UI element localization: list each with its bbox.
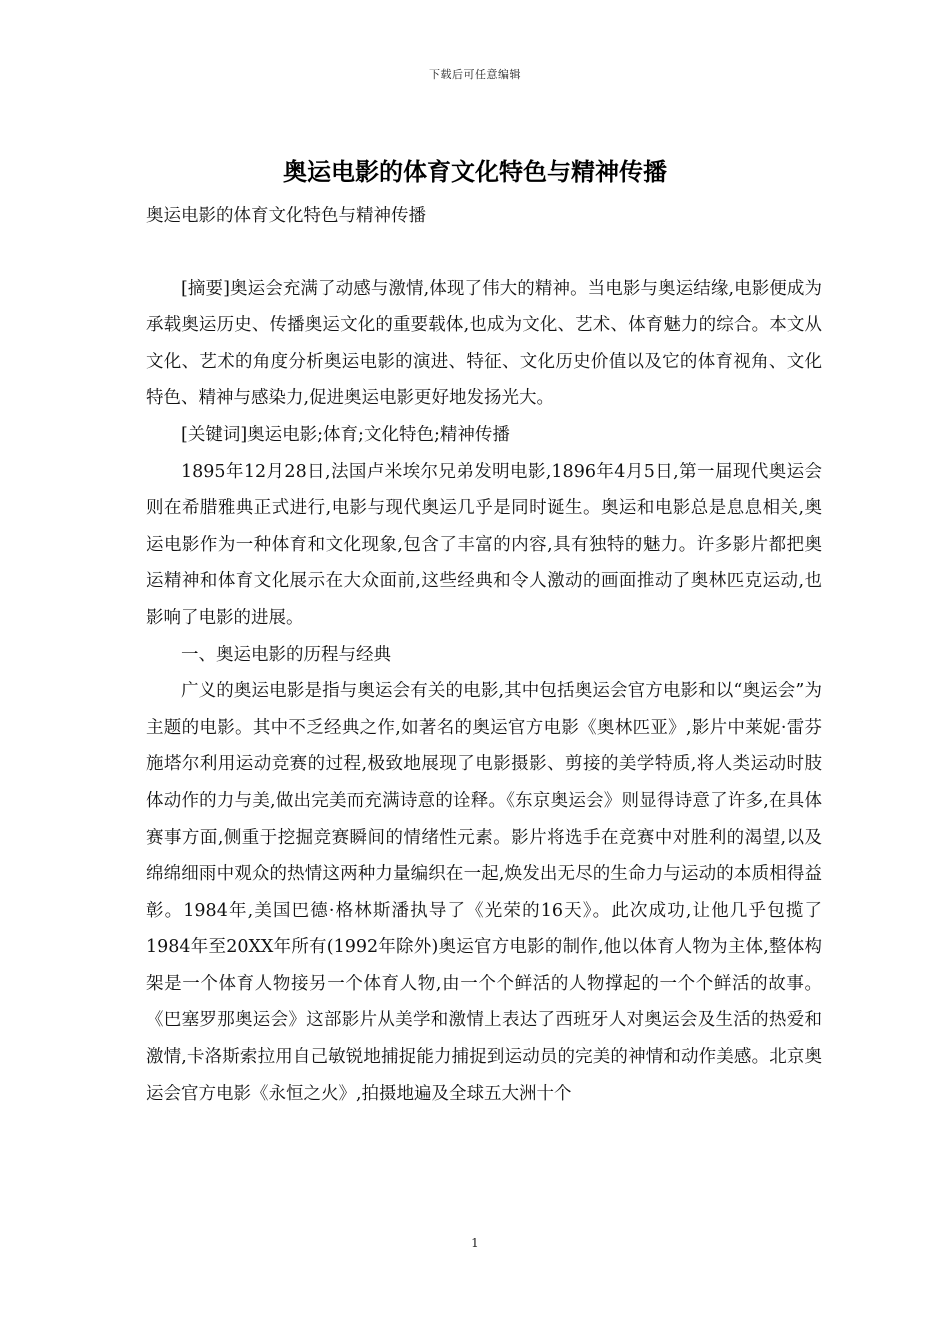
- document-subtitle: 奥运电影的体育文化特色与精神传播: [146, 206, 426, 226]
- document-title: 奥运电影的体育文化特色与精神传播: [283, 158, 667, 186]
- body-paragraph-intro: 1895年12月28日,法国卢米埃尔兄弟发明电影,1896年4月5日,第一届现代奥运会则在希腊雅典正式进行,电影与现代奥运几乎是同时诞生。奥运和电影总是息息相关,奥运电影作为一种体育和文化现象,包含了丰富的内容,具有独特的魅力。许多影片都把奥运精神和体育文化展示在大众面前,这些经典和令人激动的画面推动了奥林匹克运动,也影响了电影的进展。: [146, 461, 822, 628]
- abstract-paragraph: [摘要]奥运会充满了动感与激情,体现了伟大的精神。当电影与奥运结缘,电影便成为承载奥运历史、传播奥运文化的重要载体,也成为文化、艺术、体育魅力的综合。本文从文化、艺术的角度分析奥运电影的演进、特征、文化历史价值以及它的体育视角、文化特色、精神与感染力,促进奥运电影更好地发扬光大。: [146, 278, 822, 409]
- body-paragraph-history: 广义的奥运电影是指与奥运会有关的电影,其中包括奥运会官方电影和以“奥运会”为主题的电影。其中不乏经典之作,如著名的奥运官方电影《奥林匹亚》,影片中莱妮·雷芬施塔尔利用运动竞赛的过程,极致地展现了电影摄影、剪接的美学特质,将人类运动时肢体动作的力与美,做出完美而充满诗意的诠释。《东京奥运会》则显得诗意了许多,在具体赛事方面,侧重于挖掘竞赛瞬间的情绪性元素。影片将选手在竞赛中对胜利的渴望,以及绵绵细雨中观众的热情这两种力量编织在一起,焕发出无尽的生命力与运动的本质相得益彰。1984年,美国巴德·格林斯潘执导了《光荣的16天》。此次成功,让他几乎包揽了1984年至20XX年所有(1992年除外)奥运官方电影的制作,他以体育人物为主体,整体构架是一个体育人物接另一个体育人物,由一个个鲜活的人物撑起的一个个鲜活的故事。《巴塞罗那奥运会》这部影片从美学和激情上表达了西班牙人对奥运会及生活的热爱和激情,卡洛斯索拉用自己敏锐地捕捉能力捕捉到运动员的完美的神情和动作美感。北京奥运会官方电影《永恒之火》,拍摄地遍及全球五大洲十个: [146, 681, 822, 1104]
- keywords-paragraph: [关键词]奥运电影;体育;文化特色;精神传播: [181, 424, 510, 445]
- document-body: [146, 198, 822, 1112]
- page-header-note: 下载后可任意编辑: [429, 68, 521, 81]
- section-heading-1: 一、奥运电影的历程与经典: [181, 644, 391, 665]
- page-number: 1: [471, 1236, 479, 1250]
